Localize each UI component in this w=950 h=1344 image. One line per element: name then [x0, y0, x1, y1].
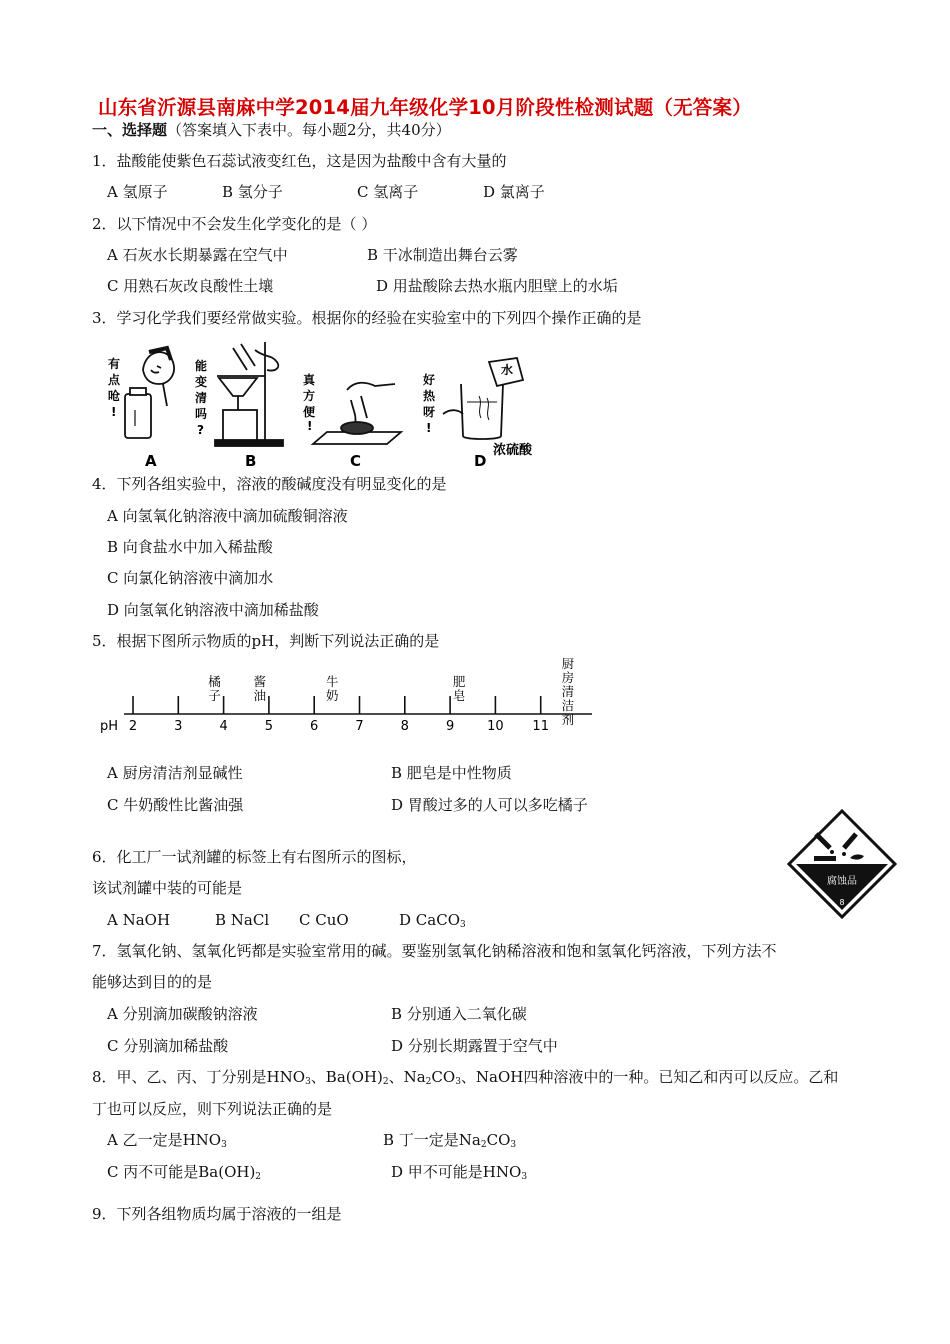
q4-option-a: A 向氢氧化钠溶液中滴加硫酸铜溶液	[107, 507, 348, 525]
ph-item-label: 橘	[208, 674, 221, 689]
q5-option-d: D 胃酸过多的人可以多吃橘子	[391, 796, 588, 814]
q1-option-d: D 氯离子	[483, 183, 545, 201]
q8-stem-line2: 丁也可以反应，则下列说法正确的是	[92, 1100, 333, 1118]
q7-stem-line2: 能够达到目的的是	[92, 973, 213, 991]
q5-option-c: C 牛奶酸性比酱油强	[107, 796, 244, 814]
ph-item-label: 奶	[326, 688, 339, 703]
q4-option-c: C 向氯化钠溶液中滴加水	[107, 569, 274, 587]
ph-tick-label: 2	[128, 719, 138, 734]
q1-option-b: B 氢分子	[222, 183, 283, 201]
figure-d-text-3: 呀	[423, 405, 436, 419]
figure-c-hand-reagent	[313, 383, 401, 444]
ph-item-label: 肥	[452, 674, 466, 689]
ph-item-label: 清	[561, 684, 575, 699]
q2-option-a: A 石灰水长期暴露在空气中	[107, 246, 288, 264]
q8-option-d: D 甲不可能是$HNO_3$	[391, 1163, 528, 1182]
ph-tick-label: 8	[400, 719, 409, 734]
q2-option-d: D 用盐酸除去热水瓶内胆壁上的水垢	[376, 277, 618, 295]
figure-b-text-4: 吗	[195, 407, 208, 421]
q7-option-d: D 分别长期露置于空气中	[391, 1037, 558, 1055]
q5-option-a: A 厨房清洁剂显碱性	[107, 764, 243, 782]
figure-a-text-1: 有	[108, 357, 121, 371]
q8-stem-line1: 8．甲、乙、丙、丁分别是$HNO_3$、$Ba(OH)_2$、$Na_2CO_3$、NaOH四种溶液中的一种。已知乙和丙可以反应。乙和	[92, 1068, 839, 1087]
figure-label-c: C	[350, 452, 362, 470]
q3-stem: 3．学习化学我们要经常做实验。根据你的经验在实验室中的下列四个操作正确的是	[92, 309, 642, 327]
figure-b-filtration	[215, 342, 283, 446]
q7-option-c: C 分别滴加稀盐酸	[107, 1037, 229, 1055]
lab-operations-figure	[105, 340, 555, 470]
figure-label-d: D	[474, 452, 487, 470]
q1-option-a: A 氢原子	[107, 183, 168, 201]
page-title: 山东省沂源县南麻中学2014届九年级化学10月阶段性检测试题（无答案）	[98, 96, 752, 119]
ph-tick-label: 3	[174, 719, 183, 734]
q5-stem: 5．根据下图所示物质的pH，判断下列说法正确的是	[92, 632, 440, 650]
ph-tick-label: 11	[532, 719, 549, 734]
section-title: 一、选择题	[92, 121, 168, 139]
q7-stem-line1: 7．氢氧化钠、氢氧化钙都是实验室常用的碱。要鉴别氢氧化钠稀溶液和饱和氢氧化钙溶液，下列方法不	[92, 942, 777, 960]
section-heading	[92, 121, 451, 139]
figure-label-b: B	[245, 452, 257, 470]
figure-d-text-4: !	[426, 421, 432, 435]
figure-label-a: A	[145, 452, 157, 470]
ph-item-label: 皂	[452, 688, 466, 703]
ph-item-label: 厨	[561, 658, 575, 671]
figure-a-text-2: 点	[108, 373, 121, 387]
ph-tick-label: 4	[219, 719, 228, 734]
figure-c-text-3: 便	[303, 405, 316, 419]
q2-option-c: C 用熟石灰改良酸性土壤	[107, 277, 274, 295]
q6-stem-line1: 6．化工厂一试剂罐的标签上有右图所示的图标，	[92, 848, 417, 866]
figure-b-text-1: 能	[195, 359, 208, 373]
q8-option-b: B 丁一定是$Na_2CO_3$	[383, 1131, 517, 1150]
q6-stem-line2: 该试剂罐中装的可能是	[92, 879, 243, 897]
q6-option-b: B NaCl	[215, 911, 270, 929]
q4-option-b: B 向食盐水中加入稀盐酸	[107, 538, 273, 556]
q6-option-d: D CaCO$_3$	[399, 911, 466, 930]
ph-tick-label: 10	[487, 719, 504, 734]
figure-d-water: 水	[501, 363, 514, 377]
figure-c-text-1: 真	[303, 373, 316, 387]
figure-c-text-2: 方	[303, 389, 316, 403]
q4-option-d: D 向氢氧化钠溶液中滴加稀盐酸	[107, 601, 319, 619]
ph-scale-figure	[100, 658, 600, 738]
ph-axis-label: pH	[100, 719, 119, 734]
ph-tick-label: 7	[355, 719, 364, 734]
q8-option-a: A 乙一定是$HNO_3$	[107, 1131, 227, 1150]
figure-d-text-2: 热	[423, 389, 436, 403]
ph-tick-label: 6	[310, 719, 319, 734]
q6-option-a: A NaOH	[107, 911, 171, 929]
q9-stem: 9．下列各组物质均属于溶液的一组是	[92, 1205, 342, 1223]
q1-option-c: C 氢离子	[357, 183, 419, 201]
ph-item-label: 油	[253, 688, 267, 703]
figure-d-text-1: 好	[423, 373, 436, 387]
q5-option-b: B 肥皂是中性物质	[391, 764, 512, 782]
figure-d-acid: 浓硫酸	[493, 443, 533, 458]
ph-item-label: 房	[561, 670, 575, 685]
q7-option-b: B 分别通入二氧化碳	[391, 1005, 527, 1023]
figure-b-text-3: 清	[195, 391, 208, 405]
figure-b-text-5: ?	[197, 423, 204, 437]
q4-stem: 4．下列各组实验中，溶液的酸碱度没有明显变化的是	[92, 475, 447, 493]
figure-b-text-2: 变	[195, 375, 208, 389]
ph-tick-label: 9	[445, 719, 455, 734]
corrosive-hazard-icon	[786, 808, 898, 920]
ph-item-label: 牛	[326, 674, 339, 689]
figure-a-smelling	[125, 348, 174, 438]
ph-item-label: 子	[208, 688, 221, 703]
ph-item-label: 酱	[253, 674, 267, 689]
ph-tick-label: 5	[264, 719, 274, 734]
figure-a-text-4: !	[111, 405, 117, 419]
q7-option-a: A 分别滴加碳酸钠溶液	[107, 1005, 258, 1023]
ph-item-label: 洁	[561, 698, 575, 713]
figure-c-text-4: !	[307, 419, 313, 433]
ph-item-label: 剂	[561, 712, 575, 727]
figure-a-text-3: 呛	[108, 389, 121, 403]
q1-stem: 1．盐酸能使紫色石蕊试液变红色，这是因为盐酸中含有大量的	[92, 152, 507, 170]
section-note: （答案填入下表中。每小题2分，共40分）	[167, 121, 451, 139]
q2-stem: 2．以下情况中不会发生化学变化的是（ ）	[92, 215, 377, 233]
q8-option-c: C 丙不可能是$Ba(OH)_2$	[107, 1163, 262, 1182]
q2-option-b: B 干冰制造出舞台云雾	[367, 246, 518, 264]
corrosive-sign-class: 8	[839, 898, 845, 907]
corrosive-sign-text: 腐蚀品	[827, 876, 857, 887]
q6-option-c: C CuO	[299, 911, 349, 929]
